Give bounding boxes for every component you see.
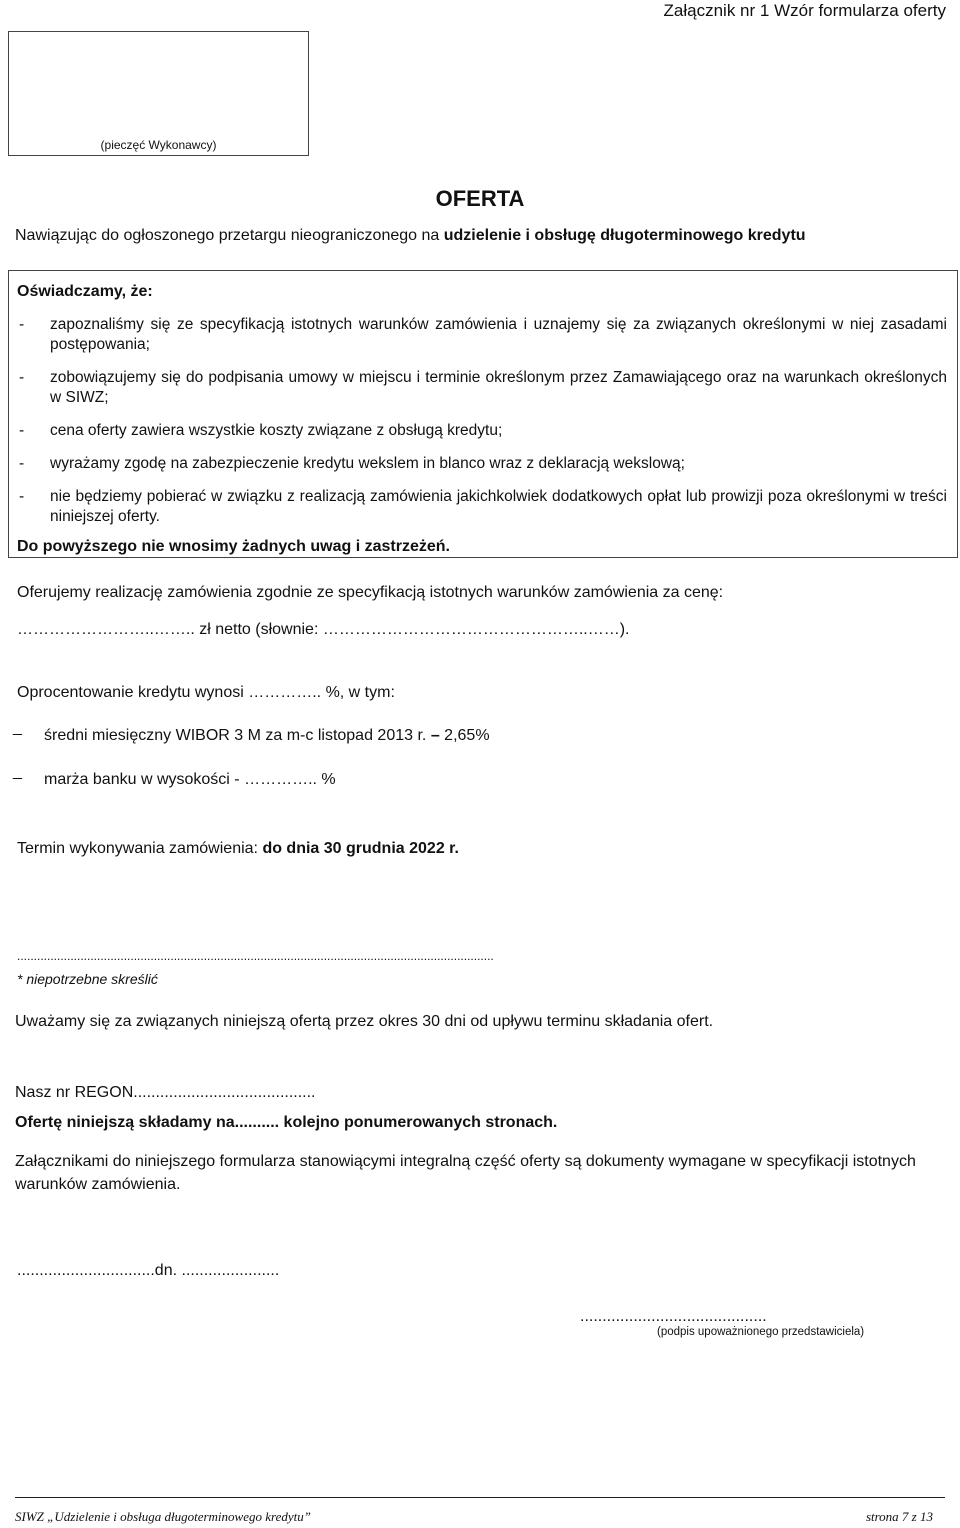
margin-line: _ marża banku w wysokości - ………….. % xyxy=(13,763,336,788)
attachment-title: Załącznik nr 1 Wzór formularza oferty xyxy=(663,1,946,20)
list-item: - wyrażamy zgodę na zabezpieczenie kredytu wekslem in blanco wraz z deklaracją wekslową; xyxy=(19,455,685,472)
footer-divider xyxy=(15,1497,945,1498)
interest-line: Oprocentowanie kredytu wynosi ………….. %, w tym: xyxy=(17,684,395,701)
note-dots: ............................................................................................................................................... xyxy=(17,949,494,963)
page-title: OFERTA xyxy=(435,186,525,211)
contractor-stamp-box xyxy=(8,31,309,156)
wibor-line: _ średni miesięczny WIBOR 3 M za m-c listopad 2013 r. – 2,65% xyxy=(13,719,490,744)
wibor-label: średni miesięczny WIBOR 3 M za m-c listopad 2013 r. xyxy=(44,727,427,744)
declarations-heading: Oświadczamy, że: xyxy=(17,283,153,300)
intro-text: Nawiązując do ogłoszonego przetargu nieograniczonego na xyxy=(15,227,444,244)
list-item: - cena oferty zawiera wszystkie koszty związane z obsługą kredytu; xyxy=(19,422,503,439)
offer-line: Oferujemy realizację zamówienia zgodnie ze specyfikacją istotnych warunków zamówienia za cenę: xyxy=(17,584,724,601)
list-item: - zobowiązujemy się do podpisania umowy w miejscu i terminie określonym przez Zamawiającego oraz na warunkach określonych w SIWZ; xyxy=(19,369,947,406)
declarations-footer: Do powyższego nie wnosimy żadnych uwag i zastrzeżeń. xyxy=(17,538,450,555)
regon-line: Nasz nr REGON......................................... xyxy=(15,1084,316,1101)
list-item: - zapoznaliśmy się ze specyfikacją istotnych warunków zamówienia i uznajemy się za związanych określonymi w niej zasadami postępowania; xyxy=(19,316,947,353)
date-line: ...............................dn. ...................... xyxy=(17,1262,280,1279)
page-number: strona 7 z 13 xyxy=(865,1509,933,1524)
term-line xyxy=(17,840,459,858)
binding-statement: Uważamy się za związanych niniejszą ofertą przez okres 30 dni od upływu terminu składania ofert. xyxy=(15,1013,714,1030)
declarations-list xyxy=(17,315,947,540)
intro-paragraph xyxy=(15,227,806,245)
footer-document-title: SIWZ „Udzielenie i obsługa długoterminowego kredytu” xyxy=(15,1509,311,1524)
declarations-box xyxy=(8,270,958,558)
note-text: * niepotrzebne skreślić xyxy=(17,971,158,987)
list-item: - nie będziemy pobierać w związku z realizacją zamówienia jakichkolwiek dodatkowych opłat lub prowizji poza określonymi w treści niniejszej oferty. xyxy=(19,488,947,525)
attachments-paragraph: Załącznikami do niniejszego formularza stanowiącymi integralną część oferty są dokumenty wymagane w specyfikacji istotnych warunków zamówienia. xyxy=(15,1153,916,1193)
signature-dots: .......................................... xyxy=(580,1308,767,1325)
price-line: ……………………..…….. zł netto (słownie: …………………………………………..……). xyxy=(17,621,630,638)
stamp-label: (pieczęć Wykonawcy) xyxy=(100,138,217,152)
signature-label: (podpis upoważnionego przedstawiciela) xyxy=(657,1326,865,1338)
pages-line: Ofertę niniejszą składamy na.......... kolejno ponumerowanych stronach. xyxy=(15,1114,558,1131)
term-value: do dnia 30 grudnia 2022 r. xyxy=(262,840,459,857)
intro-subject: udzielenie i obsługę długoterminowego kredytu xyxy=(443,227,806,244)
term-label: Termin wykonywania zamówienia: xyxy=(17,840,263,857)
wibor-value: 2,65% xyxy=(444,727,490,744)
margin-label: marża banku w wysokości - ………….. % xyxy=(44,771,336,788)
